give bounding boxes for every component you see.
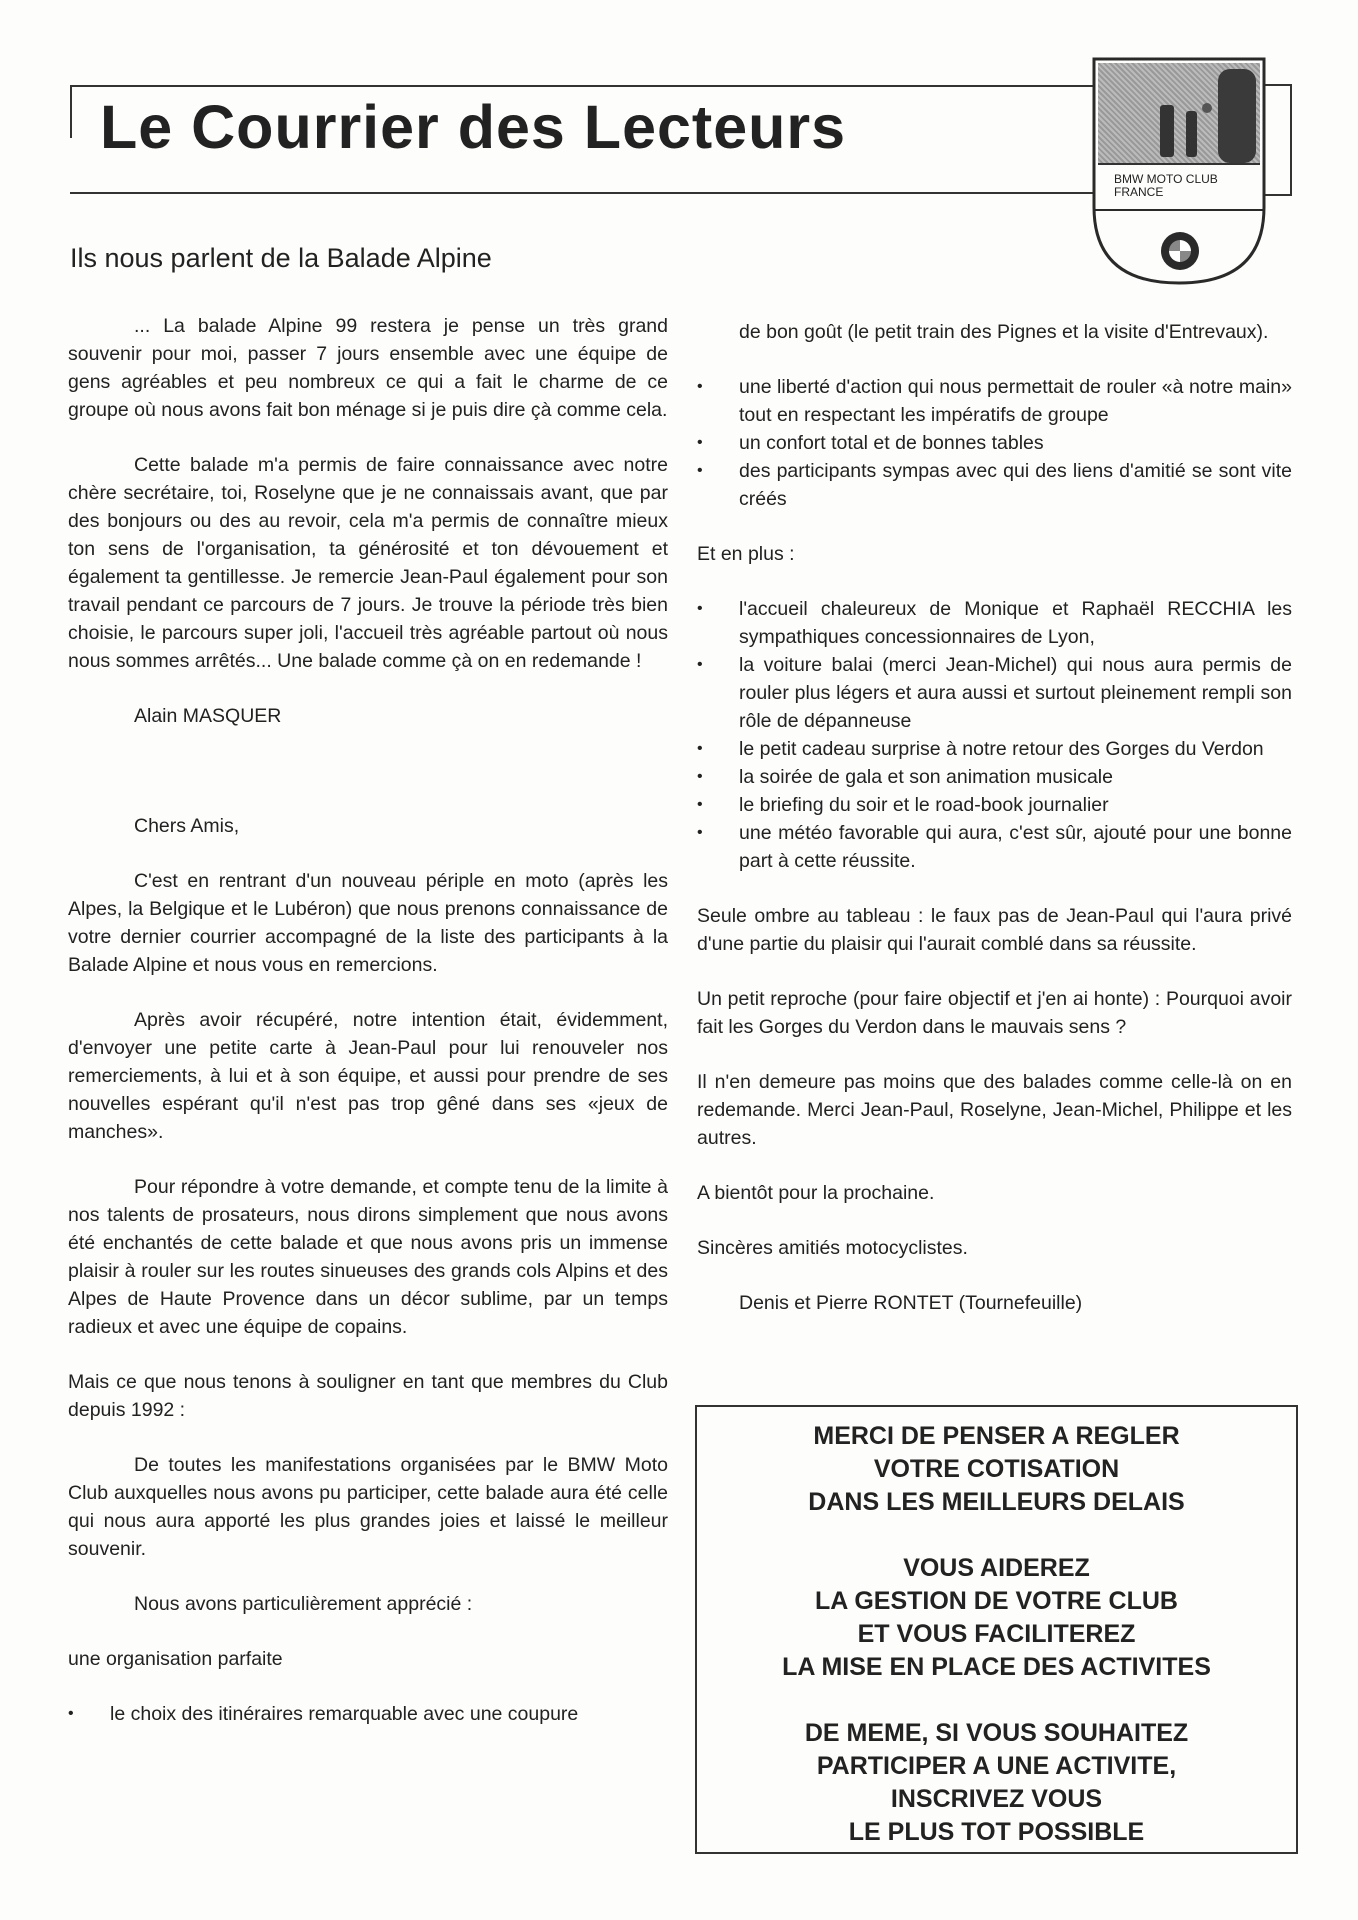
- club-logo: [1092, 57, 1266, 285]
- notice-line: LE PLUS TOT POSSIBLE: [848, 1818, 1145, 1846]
- extra-item: • la soirée de gala et son animation musicale: [697, 763, 1292, 791]
- appreciated-item-continuation: de bon goût (le petit train des Pignes et la visite d'Entrevaux).: [739, 321, 1269, 343]
- letter2-signature: Denis et Pierre RONTET (Tournefeuille): [739, 1292, 1083, 1314]
- notice-line: VOUS AIDEREZ: [903, 1554, 1090, 1582]
- extra-item: • le briefing du soir et le road-book journalier: [697, 791, 1292, 819]
- notice-line: ET VOUS FACILITEREZ: [857, 1620, 1136, 1648]
- left-column: [68, 312, 668, 1728]
- letter2-greeting: Chers Amis,: [134, 815, 240, 837]
- bmw-roundel-icon: [1161, 232, 1199, 270]
- appreciated-item: • un confort total et de bonnes tables: [697, 429, 1292, 457]
- letter1-signature: Alain MASQUER: [134, 705, 282, 727]
- extra-intro: Et en plus :: [697, 543, 795, 565]
- appreciated-item: • le choix des itinéraires remarquable avec une coupure: [68, 1700, 668, 1728]
- letter2-paragraph: C'est en rentrant d'un nouveau périple en moto (après les Alpes, la Belgique et le Lubéron) que nous prenons connaissance de votre dernier courrier accompagné de la liste des participants à la Balade Alpine et nous vous en remercions.: [68, 870, 668, 976]
- notice-line: DANS LES MEILLEURS DELAIS: [808, 1488, 1185, 1516]
- header-bracket-right: [1264, 84, 1292, 196]
- header-rule-bottom: [70, 192, 1100, 194]
- appreciated-item: • des participants sympas avec qui des liens d'amitié se sont vite créés: [697, 457, 1292, 513]
- notice-group: [697, 1420, 1296, 1519]
- header-rule-top: [70, 85, 1100, 87]
- logo-text: [1114, 173, 1218, 199]
- notice-line: MERCI DE PENSER A REGLER: [813, 1422, 1180, 1450]
- closing-paragraph: Sincères amitiés motocyclistes.: [697, 1237, 968, 1259]
- letter2-paragraph: une organisation parfaite: [68, 1648, 283, 1670]
- notice-line: LA GESTION DE VOTRE CLUB: [815, 1587, 1178, 1615]
- right-column: [697, 318, 1292, 1344]
- logo-photo: [1098, 63, 1260, 165]
- letter1-paragraph: Cette balade m'a permis de faire connaissance avec notre chère secrétaire, toi, Roselyne que je ne connaissais avant, que par des bonjours ou des au revoir, cela m'a permis de connaître mieux ton sens de l'organisation, ta générosité et ton dévouement et également ta gentillesse. Je remercie Jean-Paul également pour son travail pendant ce parcours de 7 jours. Je trouve la période très bien choisie, le parcours super joli, l'accueil très agréable partout où nous nous sommes arrêtés... Une balade comme çà on en redemande !: [68, 454, 668, 672]
- notice-line: DE MEME, SI VOUS SOUHAITEZ: [804, 1719, 1189, 1747]
- notice-line: PARTICIPER A UNE ACTIVITE,: [816, 1752, 1177, 1780]
- extra-item: • l'accueil chaleureux de Monique et Raphaël RECCHIA les sympathiques concessionnaires de Lyon,: [697, 595, 1292, 651]
- extra-item: • le petit cadeau surprise à notre retour des Gorges du Verdon: [697, 735, 1292, 763]
- notice-group: [697, 1552, 1296, 1684]
- letter2-paragraph: Pour répondre à votre demande, et compte tenu de la limite à nos talents de prosateurs, nous dirons simplement que nous avons été enchantés de cette balade et que nous avons pris un immense plaisir à rouler sur les routes sinueuses des grands cols Alpins et des Alpes de Haute Provence dans un décor sublime, par un temps radieux et avec une équipe de copains.: [68, 1176, 668, 1338]
- page-title: Le Courrier des Lecteurs: [100, 93, 847, 161]
- membership-notice-box: [695, 1405, 1298, 1854]
- notice-line: VOTRE COTISATION: [873, 1455, 1120, 1483]
- letter2-paragraph: De toutes les manifestations organisées par le BMW Moto Club auxquelles nous avons pu participer, cette balade aura été celle qui nous aura apporté les plus grandes joies et laissé le meilleur souvenir.: [68, 1454, 668, 1560]
- header-rule-left: [70, 85, 72, 138]
- closing-paragraph: Un petit reproche (pour faire objectif et j'en ai honte) : Pourquoi avoir fait les Gorges du Verdon dans le mauvais sens ?: [697, 988, 1292, 1038]
- article-subtitle: Ils nous parlent de la Balade Alpine: [70, 243, 492, 273]
- closing-paragraph: Seule ombre au tableau : le faux pas de Jean-Paul qui l'aura privé d'une partie du plaisir qui l'aurait comblé dans sa réussite.: [697, 905, 1292, 955]
- notice-line: INSCRIVEZ VOUS: [890, 1785, 1103, 1813]
- notice-group: [697, 1717, 1296, 1849]
- extra-item: • une météo favorable qui aura, c'est sûr, ajouté pour une bonne part à cette réussite.: [697, 819, 1292, 875]
- extra-item: • la voiture balai (merci Jean-Michel) qui nous aura permis de rouler plus légers et aura aussi et surtout pleinement rempli son rôle de dépanneuse: [697, 651, 1292, 735]
- letter2-paragraph: Mais ce que nous tenons à souligner en tant que membres du Club depuis 1992 :: [68, 1371, 668, 1421]
- appreciated-item: • une liberté d'action qui nous permettait de rouler «à notre main» tout en respectant les impératifs de groupe: [697, 373, 1292, 429]
- letter2-paragraph: Après avoir récupéré, notre intention était, évidemment, d'envoyer une petite carte à Jean-Paul pour lui renouveler nos remerciements, à lui et à son équipe, et aussi pour prendre de ses nouvelles espérant qu'il n'est pas trop gêné dans ses «jeux de manches».: [68, 1009, 668, 1143]
- logo-text-line2: FRANCE: [1114, 185, 1164, 199]
- closing-paragraph: A bientôt pour la prochaine.: [697, 1182, 935, 1204]
- closing-paragraph: Il n'en demeure pas moins que des balades comme celle-là on en redemande. Merci Jean-Paul, Roselyne, Jean-Michel, Philippe et les autres.: [697, 1071, 1292, 1149]
- letter1-paragraph: ... La balade Alpine 99 restera je pense un très grand souvenir pour moi, passer 7 jours ensemble avec une équipe de gens agréables et peu nombreux ce qui a fait le charme de ce groupe où nous avons fait bon ménage si je puis dire çà comme cela.: [68, 315, 668, 421]
- letter2-paragraph: Nous avons particulièrement apprécié :: [134, 1593, 473, 1615]
- logo-text-line1: BMW MOTO CLUB: [1114, 172, 1218, 186]
- notice-line: LA MISE EN PLACE DES ACTIVITES: [782, 1653, 1211, 1681]
